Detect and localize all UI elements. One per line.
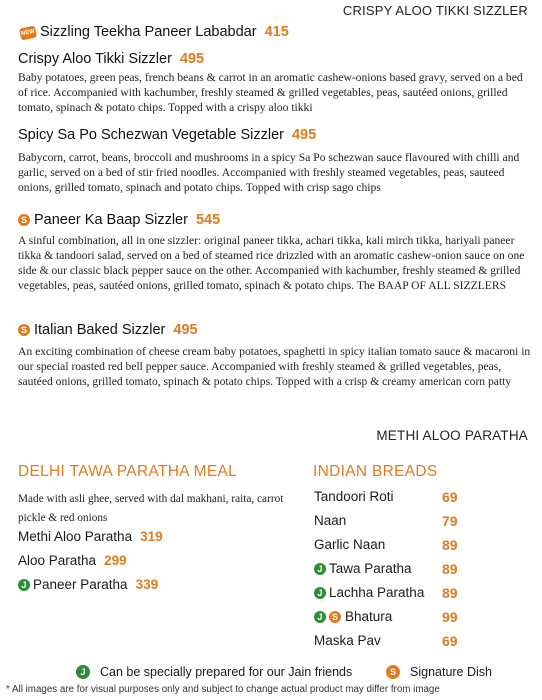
legend-jain-text: Can be specially prepared for our Jain friends: [100, 665, 353, 679]
item-price: 89: [442, 585, 458, 601]
item-description: Baby potatoes, green peas, french beans & carrot in an aromatic cashew-onions based gravy, served on a bed of rice. Accompanied with kachumber, freshly steamed & grilled vegetables, peas, sautéed onions, grilled tomato, spinach & potato chips. Topped with a crispy aloo tikki: [18, 71, 523, 114]
item-name: Aloo Paratha: [18, 553, 97, 568]
item-name: Tandoori Roti: [314, 489, 394, 504]
breads-list: [314, 489, 494, 649]
legend-signature: [386, 665, 492, 679]
paratha-description: Made with asli ghee, served with dal makhani, raita, carrot pickle & red onions: [18, 493, 284, 524]
item-name: Tawa Paratha: [329, 561, 412, 576]
item-price: 89: [442, 561, 458, 577]
item-name: Crispy Aloo Tikki Sizzler: [18, 51, 172, 67]
section-title-breads: INDIAN BREADS: [313, 463, 438, 480]
paratha-item: [18, 553, 127, 568]
item-name: Spicy Sa Po Schezwan Vegetable Sizzler: [18, 127, 284, 143]
item-name: Bhatura: [345, 609, 393, 624]
item-price: 415: [264, 24, 289, 40]
menu-item-teekha-paneer: [20, 24, 289, 40]
item-name: Lachha Paratha: [329, 585, 425, 600]
item-price: 545: [195, 212, 221, 228]
paratha-item: [18, 577, 158, 592]
jain-icon: J: [18, 579, 30, 591]
item-price: 69: [442, 489, 458, 505]
bread-item: [314, 513, 464, 528]
menu-item-crispy-aloo-tikki: [18, 51, 204, 67]
menu-item-schezwan-sizzler: [18, 127, 316, 143]
item-price: 69: [442, 633, 458, 649]
image-caption-mid: METHI ALOO PARATHA: [376, 428, 528, 443]
item-description: Babycorn, carrot, beans, broccoli and mushrooms in a spicy Sa Po schezwan sauce flavoured with chilli and garlic, served on a bed of stir fried noodles. Accompanied with freshly steamed vegetables, peas, sauteed onions, grilled tomato, spinach and potato chips. Topped with crisp sago chips: [18, 151, 520, 194]
item-name: Methi Aloo Paratha: [18, 529, 133, 544]
item-price: 495: [291, 127, 317, 143]
item-name: Sizzling Teekha Paneer Lababdar: [40, 24, 257, 40]
new-badge-icon: NEW: [19, 25, 37, 40]
item-description: An exciting combination of cheese cream baby potatoes, spaghetti in spicy italian tomato sauce & macaroni in our special roasted red bell pepper sauce. Accompanied with freshly steamed & grilled vegetables, peas, sautéed onions, grilled tomato, spinach & potato chips. Topped with a crisp & creamy american corn patty: [18, 345, 531, 388]
bread-item: [314, 537, 464, 552]
item-description: A sinful combination, all in one sizzler: original paneer tikka, achari tikka, kali mirch tikka, hariyali paneer tikka & tandoori salad, served on a bed of steamed rice drizzled with an aromatic cashew-onion sauce on one side & our classic black pepper sauce on the other. Accompanied with kachumber, freshly steamed & grilled vegetables, peas, sautéed onions, grilled tomato, spinach & potato chips. The BAAP OF ALL SIZZLERS: [18, 234, 525, 292]
menu-item-italian-baked: [18, 322, 198, 338]
item-name: Paneer Paratha: [33, 577, 128, 592]
signature-dish-icon: S: [18, 214, 30, 226]
item-name: Maska Pav: [314, 633, 381, 648]
signature-dish-icon: S: [386, 665, 400, 679]
bread-item: [314, 585, 464, 600]
item-price: 299: [104, 553, 127, 568]
menu-item-paneer-ka-baap: [18, 212, 220, 228]
item-name: Naan: [314, 513, 347, 528]
legend-signature-text: Signature Dish: [410, 665, 492, 679]
item-price: 79: [442, 513, 458, 529]
signature-dish-icon: S: [18, 324, 30, 336]
item-name: Paneer Ka Baap Sizzler: [34, 212, 188, 228]
item-name: Garlic Naan: [314, 537, 386, 552]
signature-dish-icon: S: [329, 611, 341, 623]
image-caption-top: CRISPY ALOO TIKKI SIZZLER: [342, 3, 528, 18]
disclaimer: * All images are for visual purposes only and subject to change actual product may differ from image: [6, 684, 440, 695]
bread-item: [314, 609, 464, 624]
item-name: Italian Baked Sizzler: [34, 322, 166, 338]
bread-item: [314, 633, 464, 648]
paratha-item: [18, 529, 163, 544]
legend-jain: [76, 665, 352, 679]
section-title-paratha: DELHI TAWA PARATHA MEAL: [18, 463, 238, 480]
item-price: 319: [140, 529, 163, 544]
item-price: 339: [135, 577, 159, 592]
item-price: 99: [442, 609, 458, 625]
bread-item: [314, 561, 464, 576]
jain-icon: J: [314, 563, 326, 575]
jain-icon: J: [314, 587, 326, 599]
jain-icon: J: [314, 611, 326, 623]
bread-item: [314, 489, 464, 504]
item-price: 89: [442, 537, 458, 553]
item-price: 495: [173, 322, 198, 338]
jain-icon: J: [76, 665, 90, 679]
item-price: 495: [179, 51, 205, 67]
